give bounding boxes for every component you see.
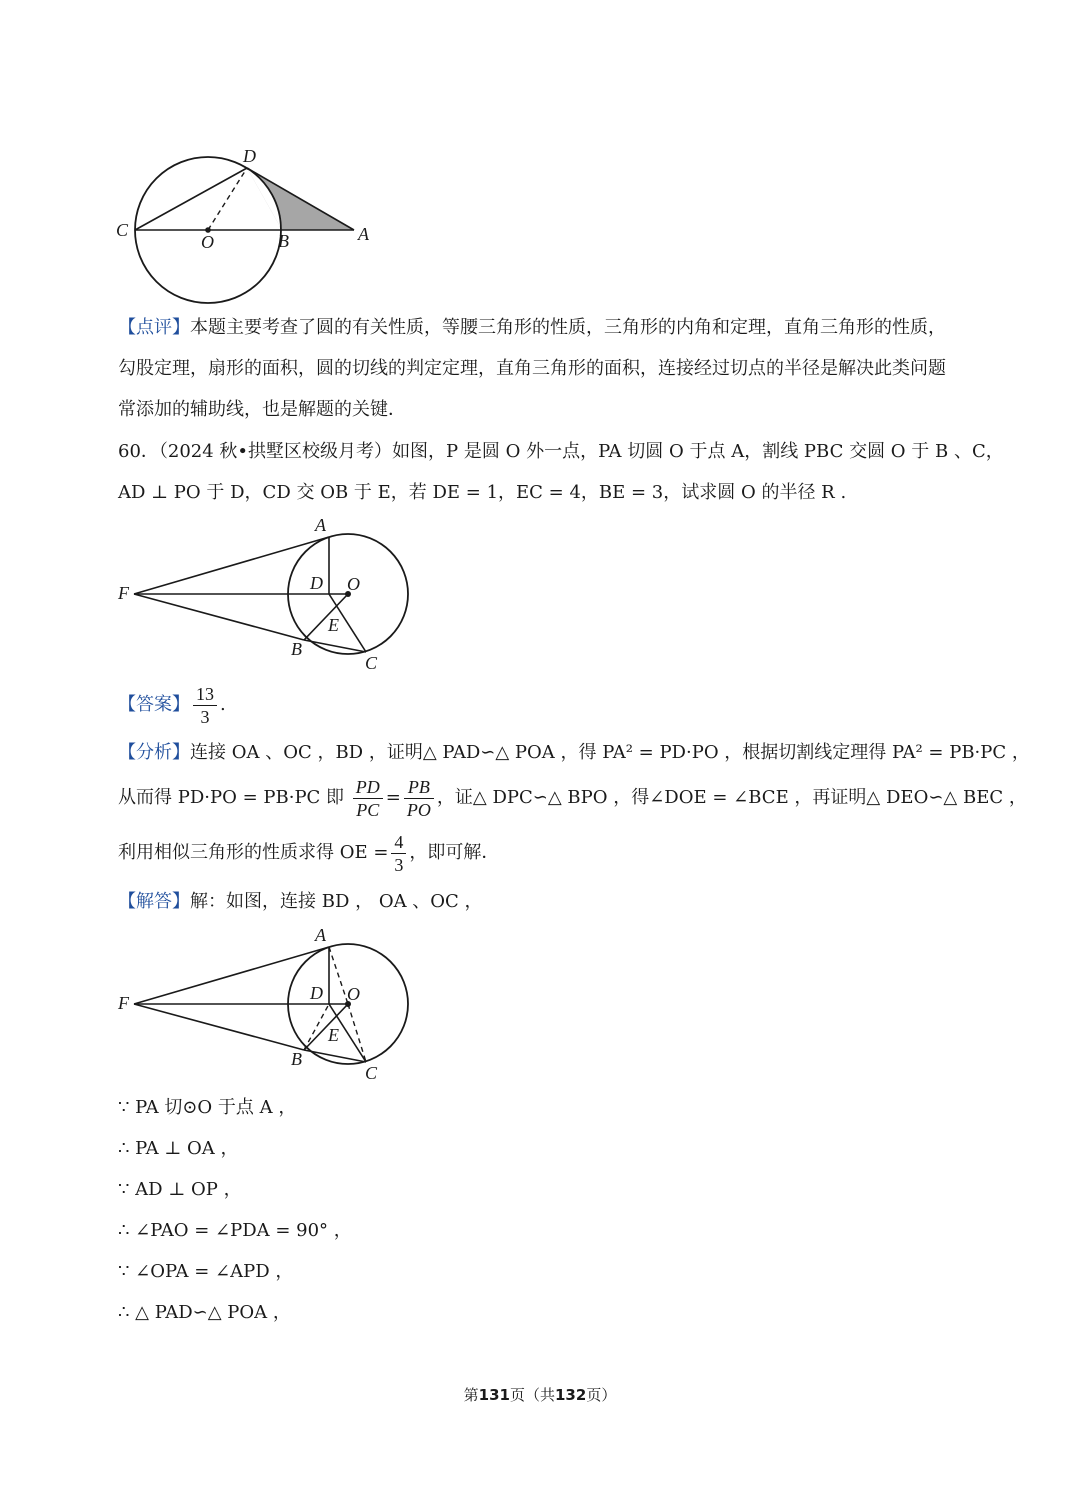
answer-line: 【答案】 $\frac{13}{3}$ . — [118, 683, 226, 727]
line-ob — [304, 1004, 348, 1050]
chord-bc — [304, 1050, 366, 1062]
solution-step-6: ∴ △ PAD∽△ POA ， — [118, 1302, 291, 1323]
secant-fbc — [134, 1004, 304, 1050]
review-line-3: 常添加的辅助线，也是解题的关键． — [118, 399, 406, 420]
review-line-1: 【点评】本题主要考查了圆的有关性质，等腰三角形的性质，三角形的内角和定理，直角三角形的性质， — [118, 317, 946, 338]
figure-secant — [108, 510, 418, 680]
analysis-tag: 【分析】 — [118, 742, 190, 763]
answer-tag: 【答案】 — [118, 694, 190, 715]
label-b: B — [278, 231, 289, 251]
oe-fraction: $\frac{4}{3}$ — [391, 831, 406, 876]
answer-fraction: $\frac{13}{3}$ — [193, 683, 217, 728]
solution-step-5: ∵ ∠OPA = ∠APD ， — [118, 1261, 294, 1282]
solution-step-4: ∴ ∠PAO = ∠PDA = 90° ， — [118, 1220, 352, 1241]
label-e: E — [328, 1025, 339, 1045]
page-footer: 第131页（共132页） — [463, 1386, 617, 1404]
label-f: F — [118, 993, 129, 1013]
analysis-line-2: 从而得 PD·PO = PB·PC 即 $\frac{PD}{PC}$ = $\frac{PB}{PO}$ ，证△ DPC∽△ BPO ，得∠DOE = ∠BCE ，再证明△ DEO∽△ BEC ， — [118, 776, 1027, 820]
problem-line-1: 60．（2024 秋•拱墅区校级月考）如图，P 是圆 O 外一点，PA 切圆 O 于点 A，割线 PBC 交圆 O 于 B 、C， — [118, 441, 1004, 462]
label-a: A — [358, 224, 369, 244]
label-d: D — [243, 146, 256, 166]
label-d: D — [310, 573, 323, 593]
label-d: D — [310, 983, 323, 1003]
label-b: B — [291, 639, 302, 659]
tangent-fa — [134, 537, 329, 594]
line-ob — [304, 594, 348, 640]
figure-solution — [108, 920, 418, 1090]
line-cd — [135, 168, 247, 230]
label-a: A — [315, 515, 326, 535]
label-f: F — [118, 583, 129, 603]
secant-fbc — [134, 594, 304, 640]
problem-line-2: AD ⊥ PO 于 D，CD 交 OB 于 E，若 DE = 1，EC = 4，BE = 3，试求圆 O 的半径 R . — [118, 482, 847, 503]
page-total: 132 — [555, 1386, 587, 1404]
label-e: E — [328, 615, 339, 635]
dashed-oa — [329, 947, 348, 1004]
solution-step-1: ∵ PA 切⊙O 于点 A ， — [118, 1097, 297, 1118]
label-c: C — [365, 1063, 378, 1083]
radius-od — [208, 168, 247, 230]
review-line-2: 勾股定理，扇形的面积，圆的切线的判定定理，直角三角形的面积，连接经过切点的半径是解决此类问题 — [118, 358, 946, 379]
dashed-oc — [348, 1004, 366, 1062]
page-number: 131 — [478, 1386, 510, 1404]
figure-circle-tangent — [108, 140, 388, 305]
label-c: C — [365, 653, 378, 673]
solution-step-2: ∴ PA ⊥ OA ， — [118, 1138, 239, 1159]
solution-line-intro: 【解答】解：如图，连接 BD ， OA 、OC ， — [118, 891, 483, 912]
label-o: O — [347, 984, 360, 1004]
analysis-line-3: 利用相似三角形的性质求得 OE = $\frac{4}{3}$ ，即可解． — [118, 831, 500, 875]
label-o: O — [347, 574, 360, 594]
analysis-line-1: 【分析】连接 OA 、OC ，BD ，证明△ PAD∽△ POA ，得 PA² = PD·PO ，根据切割线定理得 PA² = PB·PC ， — [118, 742, 1030, 763]
chord-bc — [304, 640, 366, 652]
tangent-fa — [134, 947, 329, 1004]
label-c: C — [116, 220, 129, 240]
solution-step-3: ∵ AD ⊥ OP ， — [118, 1179, 242, 1200]
label-o: O — [201, 232, 214, 252]
review-tag: 【点评】 — [118, 317, 190, 338]
ratio-pd-pc: $\frac{PD}{PC}$ — [353, 776, 383, 821]
ratio-pb-po: $\frac{PB}{PO}$ — [404, 776, 434, 821]
label-a: A — [315, 925, 326, 945]
label-b: B — [291, 1049, 302, 1069]
solution-tag: 【解答】 — [118, 891, 190, 912]
